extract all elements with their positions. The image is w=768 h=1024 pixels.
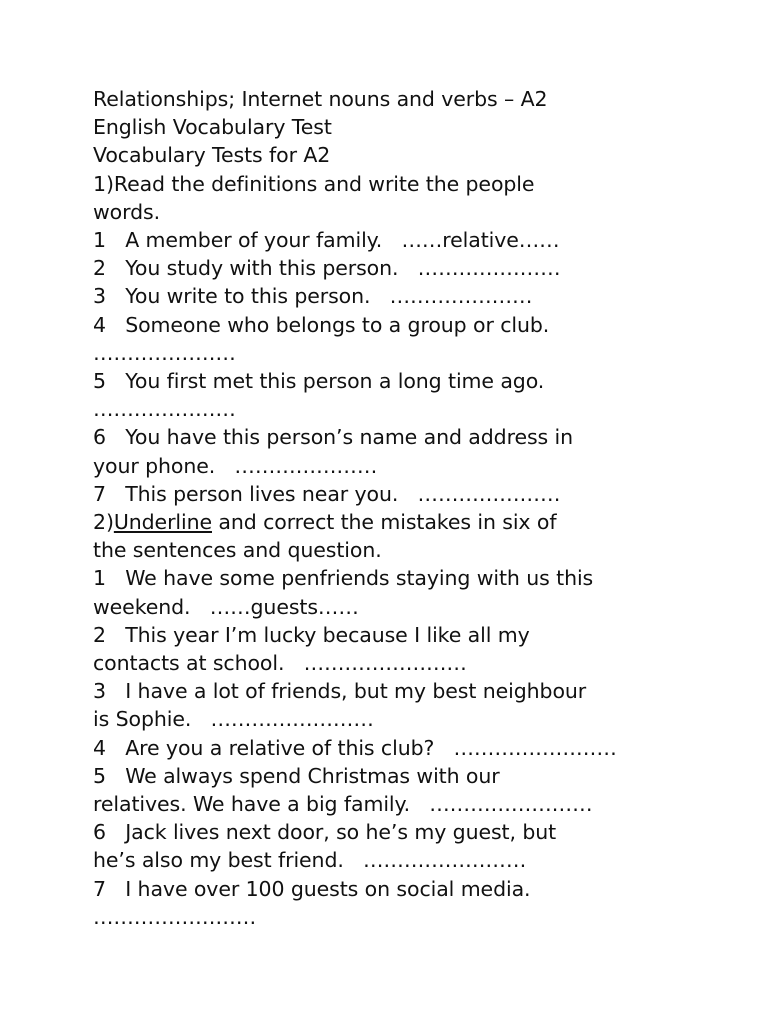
section2-question-7	[93, 875, 693, 931]
question-line: 6 Jack lives next door, so he’s my guest, but	[93, 820, 557, 845]
section1-question-5	[93, 367, 693, 423]
question-line-continued: he’s also my best friend. ……………………	[93, 848, 527, 873]
section1-instruction-line-1: 1)Read the definitions and write the people	[93, 171, 535, 196]
section2-instruction-line-2: the sentences and question.	[93, 538, 382, 563]
instruction-prefix: 2)	[93, 510, 114, 535]
section1-question-3	[93, 282, 693, 310]
section1-question-6	[93, 423, 693, 479]
section2-instruction-line-1	[93, 508, 693, 536]
question-line: 1 We have some penfriends staying with us this	[93, 566, 594, 591]
question-line: 4 Someone who belongs to a group or club.	[93, 312, 550, 337]
question-line: 7 This person lives near you. …………………	[93, 481, 561, 506]
title-line-2: English Vocabulary Test	[93, 115, 332, 140]
question-line-continued: contacts at school. ……………………	[93, 651, 467, 676]
section2-question-2	[93, 621, 693, 677]
instruction-rest: and correct the mistakes in six of	[212, 510, 557, 535]
answer-blank: …………………	[93, 397, 236, 422]
section1-instruction-line-2: words.	[93, 199, 160, 224]
question-line: 5 You first met this person a long time ago.	[93, 369, 545, 394]
section1-question-4	[93, 311, 693, 367]
section2-question-1	[93, 564, 693, 620]
question-line-continued: is Sophie. ……………………	[93, 707, 374, 732]
section1-question-7	[93, 480, 693, 508]
worksheet-page	[93, 85, 693, 931]
question-line: 1 A member of your family. ……relative……	[93, 228, 560, 253]
answer-blank: …………………	[93, 340, 236, 365]
question-line: 2 You study with this person. …………………	[93, 256, 561, 281]
subtitle: Vocabulary Tests for A2	[93, 143, 331, 168]
section2-question-5	[93, 762, 693, 818]
section2-question-3	[93, 677, 693, 733]
section1-question-1	[93, 226, 693, 254]
section2-question-4	[93, 734, 693, 762]
question-line-continued: weekend. ……guests……	[93, 594, 359, 619]
section2-question-6	[93, 818, 693, 874]
underline-word: Underline	[113, 510, 212, 535]
question-line: 3 I have a lot of friends, but my best neighbour	[93, 679, 587, 704]
title-line-1: Relationships; Internet nouns and verbs – A2	[93, 87, 548, 111]
question-line: 3 You write to this person. …………………	[93, 284, 533, 309]
question-line-continued: your phone. …………………	[93, 453, 378, 478]
question-line: 4 Are you a relative of this club? ……………………	[93, 735, 617, 760]
question-line: 6 You have this person’s name and address in	[93, 425, 574, 450]
question-line: 2 This year I’m lucky because I like all my	[93, 622, 530, 647]
question-line-continued: relatives. We have a big family. ……………………	[93, 792, 593, 817]
section1-question-2	[93, 254, 693, 282]
question-line: 7 I have over 100 guests on social media.	[93, 876, 531, 901]
answer-blank: ……………………	[93, 904, 257, 929]
question-line: 5 We always spend Christmas with our	[93, 763, 500, 788]
